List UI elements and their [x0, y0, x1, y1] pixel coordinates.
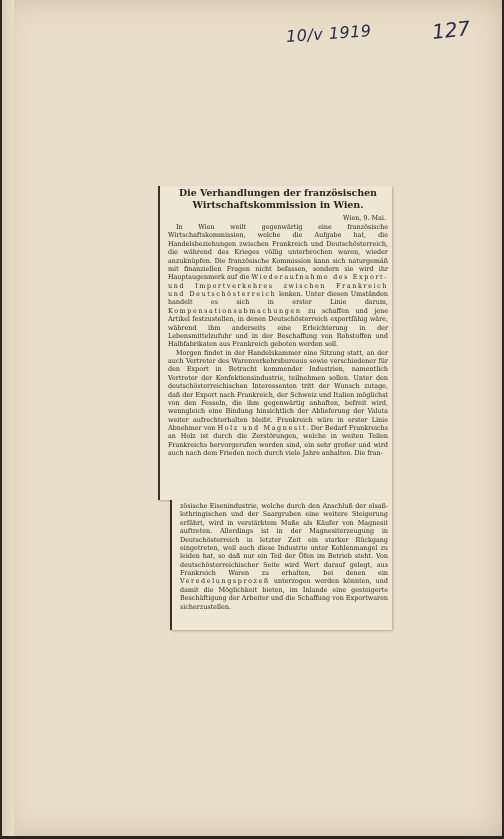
text-run: lenken. Unter diesen Umständen handelt es sich in erster Linie darum,	[168, 290, 388, 307]
spaced-emphasis: Kompensationsabmachungen	[168, 306, 302, 315]
spaced-emphasis: Wiederaufnahme des Export- und Importverkehres zwischen Frankreich und Deutschösterreich	[168, 273, 388, 298]
spaced-emphasis: Veredelungsprozeß	[180, 577, 270, 586]
spaced-emphasis: Holz und Magnesit	[217, 424, 307, 432]
newspaper-clipping-lower	[170, 500, 392, 630]
text-run: zösische Eisenindustrie, welche durch den Anschluß der elsaß-lothringischen und der Saargruben eine weitere Steigerung erfährt, wird in verstärktem Maße als Käufer von Magnesit auftreten. Allerdings ist in der Magnesiterzeugung in Deutschösterreich in letzter Zeit ein starker Rückgang eingetreten, weil auch diese Industrie unter Kohlenmangel zu leiden hat, so daß nur ein Teil der Öfen im Betrieb steht. Von deutschösterreichischer Seite wird Wert darauf gelegt, aus Frankreich Waren zu erhalten, bei denen ein	[180, 502, 388, 577]
text-run: . Der Bedarf Frankreichs an Holz ist durch die Zerstörungen, welche in weiten Teilen Frankreichs hervorgerufen worden sind, ein sehr großer und wird auch nach dem Frieden noch durch viele Jahre anhalten. Die fran-	[168, 424, 388, 458]
article-paragraph-1	[168, 223, 388, 349]
text-run: In Wien weilt gegenwärtig eine französische Wirtschaftskommission, welche die Aufgabe hat, die Handelsbeziehungen zwischen Frankreich und Deutschösterreich, die während des Krieges völlig unterbrochen waren, wieder anzuknüpfen. Die französische Kommission kann sich naturgemäß mit finanziellen Fragen nicht befassen, sondern sie wird ihr Hauptaugenmerk auf die	[168, 223, 388, 282]
text-run: zu schaffen und jene Artikel festzustellen, in denen Deutschösterreich exportfähig wäre, während ihm anderseits eine Erleichterung in der Lebensmittelzufuhr und in der Beschaffung von Rohstoffen und Halbfabrikaten aus Frankreich geboten werden soll.	[168, 306, 388, 349]
sheet-edge	[2, 0, 14, 836]
article-continuation	[180, 502, 388, 611]
article-headline: Die Verhandlungen der französischen Wirtschaftskommission in Wien.	[179, 188, 377, 211]
newspaper-clipping-upper	[158, 186, 392, 500]
archive-sheet	[2, 0, 502, 836]
handwritten-date: 10/v 1919	[285, 21, 373, 46]
article-paragraph-2	[168, 349, 388, 458]
text-run: unterzogen werden könnten, und damit die Möglichkeit bieten, im Inlande eine gesteigerte Beschäftigung der Arbeiter und die Schaffung von Exportwaren sicherzustellen.	[180, 577, 388, 611]
handwritten-folio-number: 127	[430, 16, 472, 44]
article-dateline: Wien, 9. Mai.	[342, 214, 386, 222]
text-run: Morgen findet in der Handelskammer eine Sitzung statt, an der auch Vertreter des Warenverkehrsbureaus sowie verschiedener für den Export in Betracht kommender Industrien, namentlich Vertreter der Konfektionsindustrie, teilnehmen sollen. Unter den deutschösterreichischen Interessenten tritt der Wunsch zutage, daß der Export nach Frankreich, der Schweiz und Italien möglichst von den Fesseln, die ihm gegenwärtig anhaften, befreit wird, wenngleich eine Bindung hinsichtlich der Ablieferung der Valuta weiter aufrechterhalten bleibt. Frankreich wäre in erster Linie Abnehmer von	[168, 348, 388, 432]
